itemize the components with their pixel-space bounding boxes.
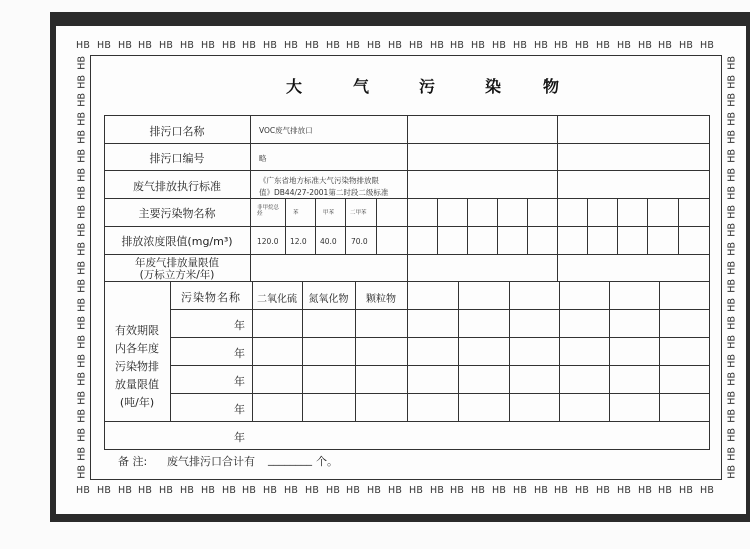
hb-left-mark: HB [76,446,88,461]
hb-bottom-mark: HB [700,485,715,496]
hb-top-mark: HB [388,40,403,51]
hb-top-mark: HB [430,40,445,51]
validity-label-4: 放量限值 [115,378,159,391]
hb-left-mark: HB [76,315,88,330]
hb-bottom-mark: HB [305,485,320,496]
hb-bottom-mark: HB [471,485,486,496]
concentration-2: 12.0 [290,237,307,246]
validity-label-3: 污染物排 [115,360,159,373]
validity-label-1: 有效期限 [115,324,159,337]
hb-bottom-mark: HB [554,485,569,496]
remark-unit: 个。 [316,455,338,468]
year-label-5: 年 [234,431,245,444]
hb-top-mark: HB [76,40,91,51]
hb-bottom-mark: HB [242,485,257,496]
hb-bottom-mark: HB [513,485,528,496]
hb-right-mark: HB [726,111,738,126]
hb-right-mark: HB [726,129,738,144]
hb-bottom-mark: HB [76,485,91,496]
hb-bottom-mark: HB [201,485,216,496]
hb-bottom-mark: HB [118,485,133,496]
hb-top-mark: HB [617,40,632,51]
year-label-4: 年 [234,403,245,416]
hb-bottom-mark: HB [367,485,382,496]
standard-value-line1: 《广东省地方标准大气污染物排放限 [259,176,379,185]
hb-bottom-mark: HB [450,485,465,496]
hb-top-mark: HB [305,40,320,51]
standard-label: 废气排放执行标准 [133,180,221,193]
hb-left-mark: HB [76,464,88,479]
hb-bottom-mark: HB [159,485,174,496]
remark-row [104,453,710,471]
title-char-2: 气 [353,77,370,96]
hb-left-mark: HB [76,92,88,107]
concentration-1: 120.0 [257,237,279,246]
hb-left-mark: HB [76,408,88,423]
hb-top-mark: HB [596,40,611,51]
hb-top-mark: HB [679,40,694,51]
hb-right-mark: HB [726,148,738,163]
hb-top-mark: HB [575,40,590,51]
hb-bottom-mark: HB [409,485,424,496]
hb-left-mark: HB [76,167,88,182]
hb-right-mark: HB [726,464,738,479]
hb-bottom-mark: HB [638,485,653,496]
hb-top-mark: HB [326,40,341,51]
hb-right-mark: HB [726,222,738,237]
column-so2: 二氧化硫 [257,294,297,305]
validity-label-2: 内各年度 [115,342,159,355]
validity-label-5: (吨/年) [119,396,155,409]
outlet-code-label: 排污口编号 [149,152,205,165]
hb-right-mark: HB [726,408,738,423]
hb-right-mark: HB [726,371,738,386]
hb-right-mark: HB [726,241,738,256]
hb-bottom-mark: HB [138,485,153,496]
hb-top-mark: HB [201,40,216,51]
hb-bottom-mark: HB [263,485,278,496]
hb-right-mark: HB [726,74,738,89]
remark-blank: ________ [268,453,312,466]
hb-right-mark: HB [726,167,738,182]
hb-left-mark: HB [76,129,88,144]
hb-right-mark: HB [726,204,738,219]
hb-bottom-mark: HB [222,485,237,496]
remark-text: 废气排污口合计有 [167,455,255,468]
hb-left-mark: HB [76,260,88,275]
hb-right-mark: HB [726,446,738,461]
hb-left-mark: HB [76,334,88,349]
hb-left-mark: HB [76,241,88,256]
hb-left-mark: HB [76,390,88,405]
pollutant-name-label: 主要污染物名称 [138,207,216,220]
hb-bottom-mark: HB [284,485,299,496]
hb-top-mark: HB [700,40,715,51]
hb-top-mark: HB [367,40,382,51]
standard-value-line2: 值》DB44/27-2001第二时段二级标准 [259,188,389,197]
hb-bottom-mark: HB [534,485,549,496]
year-label-1: 年 [234,319,245,332]
hb-left-mark: HB [76,371,88,386]
annual-limit-label-line2: (万标立方米/年) [139,269,215,281]
hb-right-mark: HB [726,185,738,200]
hb-top-mark: HB [409,40,424,51]
hb-bottom-mark: HB [617,485,632,496]
hb-left-mark: HB [76,74,88,89]
column-particulate: 颗粒物 [366,294,396,305]
validity-header-label: 污染物名称 [181,291,241,304]
hb-bottom-mark: HB [97,485,112,496]
hb-top-mark: HB [534,40,549,51]
hb-bottom-mark: HB [388,485,403,496]
hb-bottom-mark: HB [430,485,445,496]
hb-bottom-mark: HB [596,485,611,496]
title-char-3: 污 [419,77,436,96]
hb-left-mark: HB [76,222,88,237]
hb-right-mark: HB [726,55,738,70]
pollutant-name-4: 二甲苯 [350,210,367,216]
hb-top-mark: HB [471,40,486,51]
hb-left-mark: HB [76,111,88,126]
hb-right-mark: HB [726,92,738,107]
title-char-4: 染 [485,77,502,96]
outlet-name-label: 排污口名称 [149,125,205,138]
hb-top-mark: HB [450,40,465,51]
hb-top-mark: HB [138,40,153,51]
hb-right-mark: HB [726,297,738,312]
hb-bottom-mark: HB [346,485,361,496]
outlet-name-value: VOC废气排放口 [259,126,313,135]
hb-top-mark: HB [513,40,528,51]
hb-left-mark: HB [76,55,88,70]
hb-top-mark: HB [284,40,299,51]
page-title [90,74,722,98]
hb-right-mark: HB [726,315,738,330]
hb-left-mark: HB [76,353,88,368]
hb-right-mark: HB [726,427,738,442]
hb-right-mark: HB [726,334,738,349]
concentration-3: 40.0 [320,237,337,246]
column-nox: 氮氧化物 [308,294,349,305]
hb-top-mark: HB [222,40,237,51]
concentration-4: 70.0 [351,237,368,246]
pollutant-name-3: 甲苯 [323,210,335,216]
hb-right-mark: HB [726,278,738,293]
emission-table [104,115,710,475]
hb-left-mark: HB [76,204,88,219]
concentration-label: 排放浓度限值(mg/m³) [121,235,233,248]
hb-top-mark: HB [180,40,195,51]
hb-left-mark: HB [76,148,88,163]
hb-right-mark: HB [726,353,738,368]
hb-top-mark: HB [658,40,673,51]
hb-bottom-mark: HB [679,485,694,496]
year-label-2: 年 [234,347,245,360]
hb-top-mark: HB [554,40,569,51]
outlet-code-value: 略 [259,154,267,163]
hb-bottom-mark: HB [658,485,673,496]
hb-right-mark: HB [726,390,738,405]
hb-top-mark: HB [242,40,257,51]
annual-limit-label-line1: 年废气排放量限值 [135,257,219,269]
hb-bottom-mark: HB [326,485,341,496]
hb-bottom-mark: HB [575,485,590,496]
year-label-3: 年 [234,375,245,388]
hb-bottom-mark: HB [180,485,195,496]
title-char-5: 物 [543,77,560,96]
hb-left-mark: HB [76,297,88,312]
hb-left-mark: HB [76,185,88,200]
hb-top-mark: HB [263,40,278,51]
hb-top-mark: HB [159,40,174,51]
title-char-1: 大 [286,77,303,96]
hb-left-mark: HB [76,427,88,442]
hb-top-mark: HB [492,40,507,51]
hb-left-mark: HB [76,278,88,293]
hb-right-mark: HB [726,260,738,275]
hb-top-mark: HB [346,40,361,51]
hb-top-mark: HB [638,40,653,51]
hb-top-mark: HB [118,40,133,51]
hb-top-mark: HB [97,40,112,51]
pollutant-name-1: 非甲烷总烃 [257,205,280,218]
hb-bottom-mark: HB [492,485,507,496]
remark-label: 备 注: [118,455,148,468]
pollutant-name-2: 苯 [293,210,299,216]
